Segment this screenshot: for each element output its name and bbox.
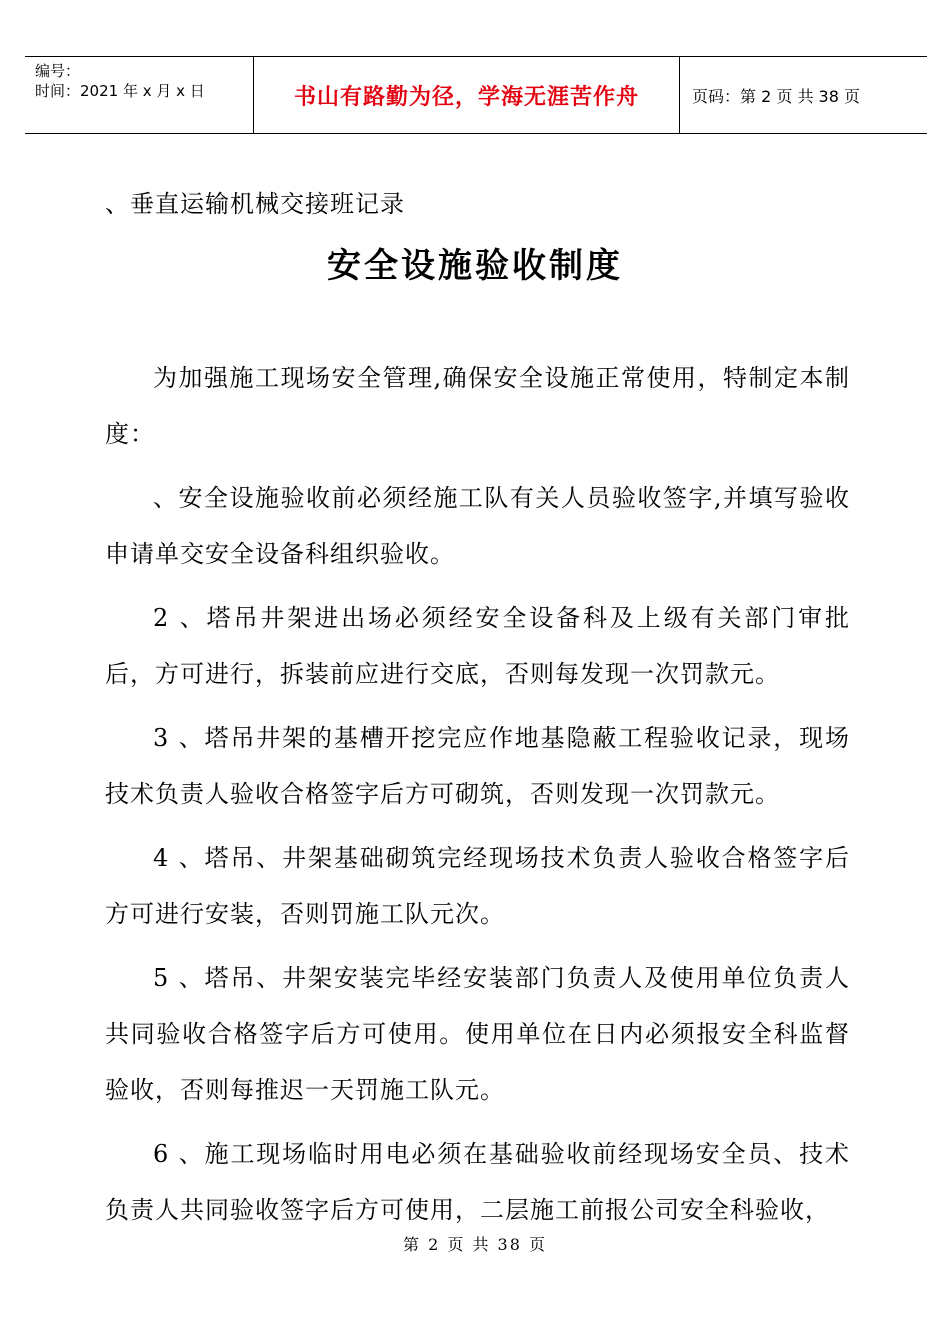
paragraph-4: 4 、塔吊、井架基础砌筑完经现场技术负责人验收合格签字后方可进行安装，否则罚施工队元次。 xyxy=(105,844,850,928)
page-header xyxy=(25,56,927,134)
date-label: 时间：2021 年 x 月 x 日 xyxy=(35,82,205,100)
header-motto: 书山有路勤为径，学海无涯苦作舟 xyxy=(254,57,680,133)
document-body xyxy=(105,350,850,1246)
paragraph-3: 3 、塔吊井架的基槽开挖完应作地基隐蔽工程验收记录，现场技术负责人验收合格签字后方可砌筑，否则发现一次罚款元。 xyxy=(105,724,850,808)
serial-number-label: 编号： xyxy=(35,62,81,80)
page-footer: 第 2 页 共 38 页 xyxy=(403,1235,547,1254)
section-heading: 、垂直运输机械交接班记录 xyxy=(105,190,405,218)
header-meta xyxy=(25,57,254,133)
paragraph-1: 、安全设施验收前必须经施工队有关人员验收签字,并填写验收申请单交安全设备科组织验收。 xyxy=(105,484,850,568)
paragraph-intro: 为加强施工现场安全管理,确保安全设施正常使用，特制定本制度： xyxy=(105,364,850,448)
header-page-info: 页码：第 2 页 共 38 页 xyxy=(692,86,860,106)
paragraph-5: 5 、塔吊、井架安装完毕经安装部门负责人及使用单位负责人共同验收合格签字后方可使用。使用单位在日内必须报安全科监督验收，否则每推迟一天罚施工队元。 xyxy=(105,964,850,1104)
paragraph-2: 2 、塔吊井架进出场必须经安全设备科及上级有关部门审批后，方可进行，拆装前应进行交底，否则每发现一次罚款元。 xyxy=(105,604,850,688)
paragraph-6: 6 、施工现场临时用电必须在基础验收前经现场安全员、技术负责人共同验收签字后方可使用，二层施工前报公司安全科验收， xyxy=(105,1140,850,1224)
document-title: 安全设施验收制度 xyxy=(327,246,623,286)
